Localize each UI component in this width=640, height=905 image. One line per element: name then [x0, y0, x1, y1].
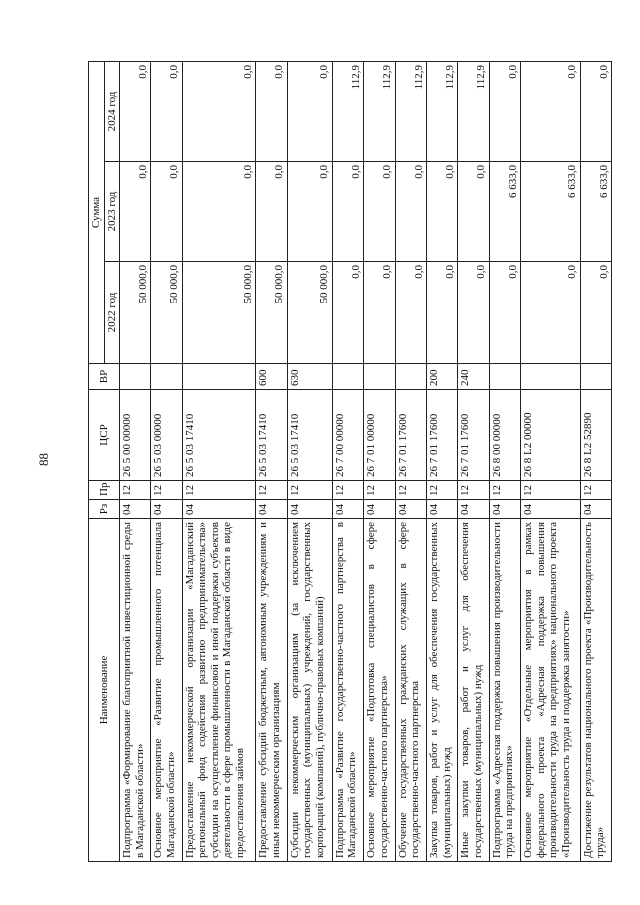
row-csr: 26 5 03 17410 — [182, 390, 255, 481]
row-2022: 50 000,0 — [182, 262, 255, 364]
row-pr: 12 — [332, 481, 363, 500]
header-csr: ЦСР — [89, 390, 120, 481]
header-rz: Рз — [89, 500, 120, 519]
row-name: Подпрограмма «Формирование благоприятной инвестиционной среды в Магаданской области» — [120, 519, 151, 862]
row-2023: 0,0 — [120, 162, 151, 262]
row-csr: 26 7 01 17600 — [458, 390, 489, 481]
row-name: Обучение государственных гражданских служащих в сфере государственно-частного партнерства — [395, 519, 426, 862]
row-rz: 04 — [256, 500, 287, 519]
row-2024: 0,0 — [287, 62, 332, 162]
row-2023: 0,0 — [256, 162, 287, 262]
row-pr: 12 — [489, 481, 520, 500]
row-2023: 6 633,0 — [489, 162, 520, 262]
row-name: Достижение результатов национального проекта «Производительность труда» — [580, 519, 611, 862]
rotated-page-content — [88, 62, 612, 862]
row-vr — [489, 364, 520, 390]
row-csr: 26 7 00 00000 — [332, 390, 363, 481]
row-name: Предоставление субсидий бюджетным, автономным учреждениям и иным некоммерческим организациям — [256, 519, 287, 862]
row-2024: 0,0 — [182, 62, 255, 162]
row-rz: 04 — [580, 500, 611, 519]
row-vr — [332, 364, 363, 390]
row-2024: 0,0 — [521, 62, 580, 162]
row-vr — [580, 364, 611, 390]
table-row — [580, 62, 611, 862]
row-name: Основное мероприятие «Отдельные мероприятия в рамках федерального проекта «Адресная поддержка повышения производительности труда на предприятиях» национального проекта «Производительность труда и поддержка занятости» — [521, 519, 580, 862]
row-name: Закупка товаров, работ и услуг для обеспечения государственных (муниципальных) нужд — [427, 519, 458, 862]
row-vr — [151, 364, 182, 390]
budget-table — [88, 61, 612, 862]
row-pr: 12 — [182, 481, 255, 500]
row-2023: 0,0 — [427, 162, 458, 262]
row-2022: 0,0 — [489, 262, 520, 364]
row-2024: 112,9 — [427, 62, 458, 162]
row-csr: 26 8 00 00000 — [489, 390, 520, 481]
row-rz: 04 — [182, 500, 255, 519]
row-2022: 0,0 — [395, 262, 426, 364]
table-row — [120, 62, 151, 862]
row-2024: 112,9 — [395, 62, 426, 162]
table-row — [395, 62, 426, 862]
row-csr: 26 8 L2 00000 — [521, 390, 580, 481]
row-2022: 50 000,0 — [287, 262, 332, 364]
row-2024: 112,9 — [458, 62, 489, 162]
row-2022: 0,0 — [580, 262, 611, 364]
row-2022: 0,0 — [427, 262, 458, 364]
header-vr: ВР — [89, 364, 120, 390]
table-row — [256, 62, 287, 862]
row-rz: 04 — [395, 500, 426, 519]
row-csr: 26 7 01 17600 — [395, 390, 426, 481]
row-2023: 6 633,0 — [580, 162, 611, 262]
header-pr: Пр — [89, 481, 120, 500]
row-name: Подпрограмма «Развитие государственно-частного партнерства в Магаданской области» — [332, 519, 363, 862]
row-2023: 0,0 — [364, 162, 395, 262]
row-vr — [182, 364, 255, 390]
row-rz: 04 — [120, 500, 151, 519]
row-vr: 600 — [256, 364, 287, 390]
table-body — [120, 62, 612, 862]
row-vr — [395, 364, 426, 390]
row-pr: 12 — [458, 481, 489, 500]
row-2024: 112,9 — [332, 62, 363, 162]
row-2022: 0,0 — [521, 262, 580, 364]
table-row — [458, 62, 489, 862]
row-csr: 26 7 01 17600 — [427, 390, 458, 481]
row-pr: 12 — [395, 481, 426, 500]
page-number: 88 — [36, 453, 51, 466]
row-name: Субсидии некоммерческим организациям (за исключением государственных (муниципальных) учреждений, государственных корпораций (компаний), публично-правовых компаний) — [287, 519, 332, 862]
table-row — [332, 62, 363, 862]
row-pr: 12 — [151, 481, 182, 500]
row-csr: 26 5 03 17410 — [287, 390, 332, 481]
header-2023: 2023 год — [104, 162, 120, 262]
row-vr — [120, 364, 151, 390]
row-name: Подпрограмма «Адресная поддержка повышения производительности труда на предприятиях» — [489, 519, 520, 862]
row-name: Основное мероприятие «Подготовка специалистов в сфере государственно-частного партнерства» — [364, 519, 395, 862]
row-name: Основное мероприятие «Развитие промышленного потенциала Магаданской области» — [151, 519, 182, 862]
row-2022: 50 000,0 — [256, 262, 287, 364]
header-sum: Сумма — [89, 62, 105, 364]
row-vr — [521, 364, 580, 390]
row-csr: 26 5 00 00000 — [120, 390, 151, 481]
row-vr: 240 — [458, 364, 489, 390]
row-rz: 04 — [458, 500, 489, 519]
row-rz: 04 — [332, 500, 363, 519]
header-name: Наименование — [89, 519, 120, 862]
row-2024: 0,0 — [120, 62, 151, 162]
row-pr: 12 — [287, 481, 332, 500]
row-2023: 0,0 — [395, 162, 426, 262]
row-2024: 0,0 — [151, 62, 182, 162]
row-pr: 12 — [256, 481, 287, 500]
row-name: Иные закупки товаров, работ и услуг для обеспечения государственных (муниципальных) нужд — [458, 519, 489, 862]
row-rz: 04 — [489, 500, 520, 519]
row-2024: 0,0 — [256, 62, 287, 162]
row-pr: 12 — [364, 481, 395, 500]
row-2024: 0,0 — [489, 62, 520, 162]
row-pr: 12 — [120, 481, 151, 500]
row-rz: 04 — [521, 500, 580, 519]
table-row — [427, 62, 458, 862]
table-row — [521, 62, 580, 862]
row-2022: 0,0 — [332, 262, 363, 364]
row-2022: 50 000,0 — [120, 262, 151, 364]
row-2023: 6 633,0 — [521, 162, 580, 262]
table-row — [151, 62, 182, 862]
row-2024: 0,0 — [580, 62, 611, 162]
row-2023: 0,0 — [182, 162, 255, 262]
row-csr: 26 5 03 17410 — [256, 390, 287, 481]
header-2022: 2022 год — [104, 262, 120, 364]
row-pr: 12 — [427, 481, 458, 500]
row-rz: 04 — [287, 500, 332, 519]
table-row — [182, 62, 255, 862]
row-2022: 0,0 — [364, 262, 395, 364]
row-pr: 12 — [580, 481, 611, 500]
row-name: Предоставление некоммерческой организации «Магаданский региональный фонд содействия развитию предпринимательства» субсидии на осуществление финансовой и иной поддержки субъектов деятельности в сфере промышленности в Магаданской области в виде предоставления займов — [182, 519, 255, 862]
row-csr: 26 5 03 00000 — [151, 390, 182, 481]
row-csr: 26 8 L2 52890 — [580, 390, 611, 481]
row-pr: 12 — [521, 481, 580, 500]
header-2024: 2024 год — [104, 62, 120, 162]
row-rz: 04 — [364, 500, 395, 519]
row-2022: 50 000,0 — [151, 262, 182, 364]
row-2023: 0,0 — [458, 162, 489, 262]
row-vr: 200 — [427, 364, 458, 390]
row-2023: 0,0 — [287, 162, 332, 262]
row-rz: 04 — [151, 500, 182, 519]
row-2022: 0,0 — [458, 262, 489, 364]
row-2024: 112,9 — [364, 62, 395, 162]
row-rz: 04 — [427, 500, 458, 519]
row-vr — [364, 364, 395, 390]
row-2023: 0,0 — [151, 162, 182, 262]
table-row — [364, 62, 395, 862]
table-row — [287, 62, 332, 862]
row-2023: 0,0 — [332, 162, 363, 262]
row-csr: 26 7 01 00000 — [364, 390, 395, 481]
table-row — [489, 62, 520, 862]
row-vr: 630 — [287, 364, 332, 390]
